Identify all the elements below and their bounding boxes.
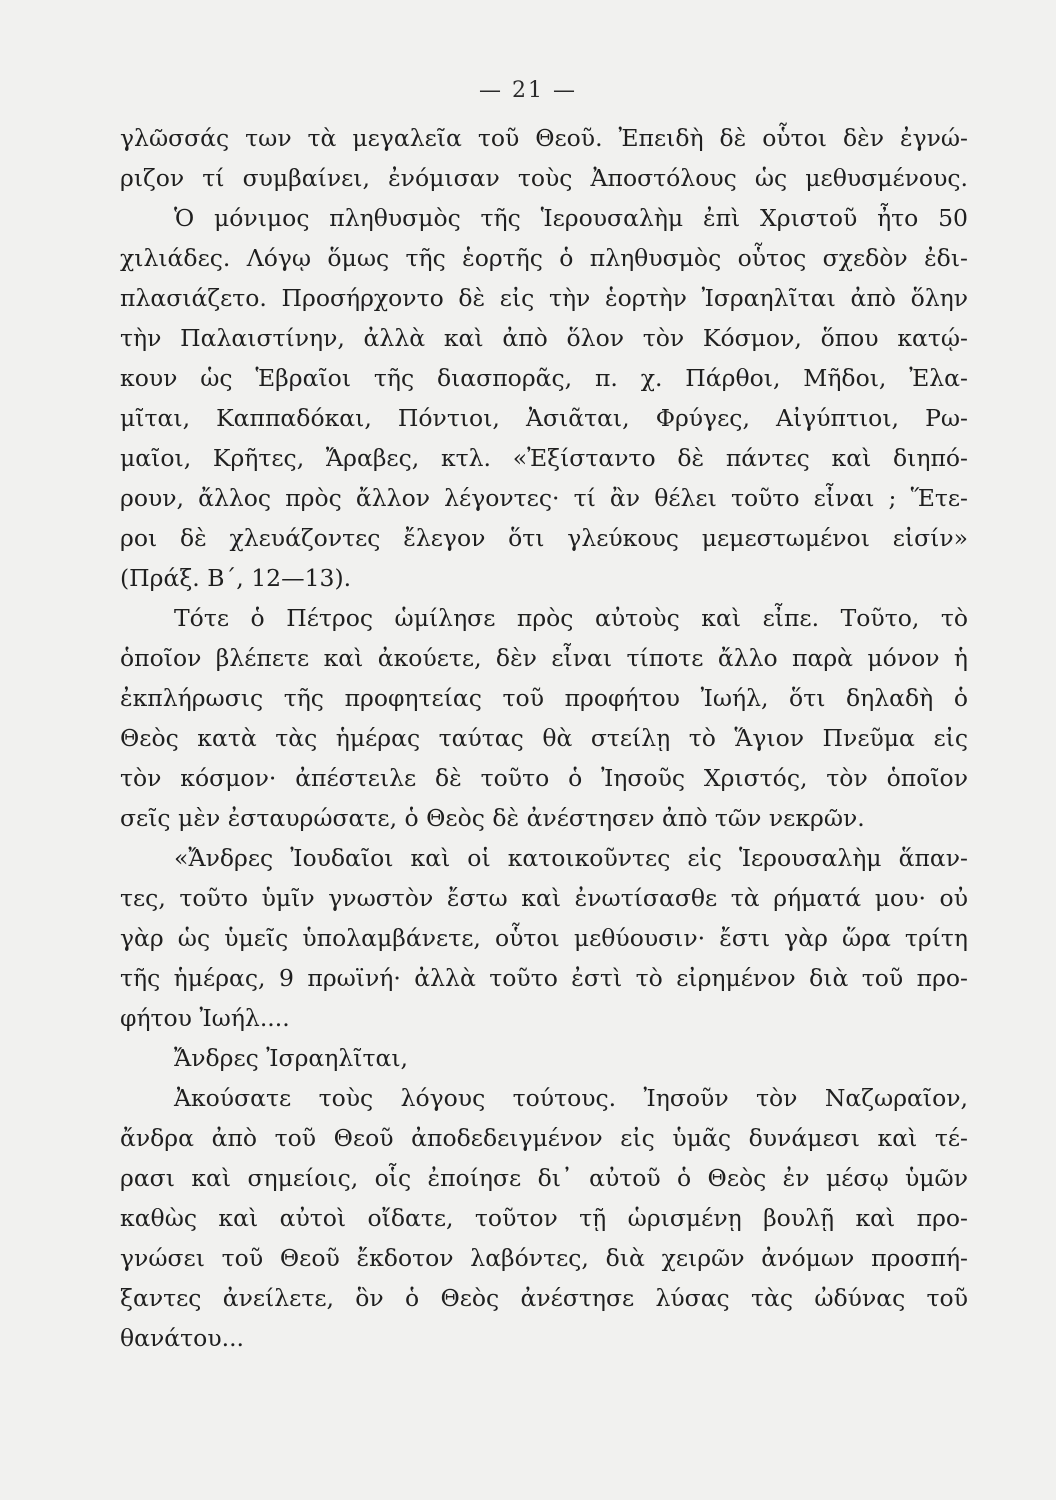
text-line-24: Ἄνδρες Ἰσραηλῖται, <box>174 1044 409 1072</box>
text-line-18: σεῖς μὲν ἐσταυρώσατε, ὁ Θεὸς δὲ ἀνέστησεν ἀπὸ τῶν νεκρῶν. <box>120 804 865 832</box>
text-line-17: τὸν κόσμον· ἀπέστειλε δὲ τοῦτο ὁ Ἰησοῦς Χριστός, τὸν ὁποῖον <box>120 764 968 792</box>
text-line-26: ἄνδρα ἀπὸ τοῦ Θεοῦ ἀποδεδειγμένον εἰς ὑμᾶς δυνάμεσι καὶ τέ- <box>120 1124 968 1152</box>
text-line-31: θανάτου... <box>120 1324 245 1352</box>
text-line-8: μῖται, Καππαδόκαι, Πόντιοι, Ἀσιᾶται, Φρύγες, Αἰγύπτιοι, Ρω- <box>120 404 968 432</box>
text-line-22: τῆς ἡμέρας, 9 πρωϊνή· ἀλλὰ τοῦτο ἐστὶ τὸ εἰρημένον διὰ τοῦ προ- <box>120 964 968 992</box>
text-line-7: κουν ὡς Ἑβραῖοι τῆς διασπορᾶς, π. χ. Πάρθοι, Μῆδοι, Ἐλα- <box>120 364 968 392</box>
text-line-19: «Ἄνδρες Ἰουδαῖοι καὶ οἱ κατοικοῦντες εἰς Ἱερουσαλὴμ ἅπαν- <box>174 844 968 872</box>
text-line-28: καθὼς καὶ αὐτοὶ οἴδατε, τοῦτον τῇ ὡρισμένῃ βουλῇ καὶ προ- <box>120 1204 968 1232</box>
page-number: — 21 — <box>479 78 577 103</box>
text-line-27: ρασι καὶ σημείοις, οἷς ἐποίησε δι᾿ αὐτοῦ ὁ Θεὸς ἐν μέσῳ ὑμῶν <box>120 1164 968 1192</box>
text-line-30: ξαντες ἀνείλετε, ὃν ὁ Θεὸς ἀνέστησε λύσας τὰς ὠδύνας τοῦ <box>120 1284 968 1312</box>
text-line-6: τὴν Παλαιστίνην, ἀλλὰ καὶ ἀπὸ ὅλον τὸν Κόσμον, ὅπου κατῴ- <box>120 324 968 352</box>
text-line-10: ρουν, ἄλλος πρὸς ἄλλον λέγοντες· τί ἂν θέλει τοῦτο εἶναι ; Ἕτε- <box>120 484 968 512</box>
text-line-5: πλασιάζετο. Προσήρχοντο δὲ εἰς τὴν ἑορτὴν Ἰσραηλῖται ἀπὸ ὅλην <box>120 284 968 312</box>
text-line-20: τες, τοῦτο ὑμῖν γνωστὸν ἔστω καὶ ἐνωτίσασθε τὰ ρήματά μου· οὐ <box>120 884 968 912</box>
text-line-9: μαῖοι, Κρῆτες, Ἄραβες, κτλ. «Ἐξίσταντο δὲ πάντες καὶ διηπό- <box>120 444 968 472</box>
text-line-4: χιλιάδες. Λόγῳ ὅμως τῆς ἑορτῆς ὁ πληθυσμὸς οὗτος σχεδὸν ἐδι- <box>120 244 968 272</box>
body-text <box>120 118 968 1358</box>
text-line-13: Τότε ὁ Πέτρος ὡμίλησε πρὸς αὐτοὺς καὶ εἶπε. Τοῦτο, τὸ <box>174 604 968 632</box>
text-line-25: Ἀκούσατε τοὺς λόγους τούτους. Ἰησοῦν τὸν Ναζωραῖον, <box>174 1084 968 1112</box>
text-line-15: ἐκπλήρωσις τῆς προφητείας τοῦ προφήτου Ἰωήλ, ὅτι δηλαδὴ ὁ <box>120 684 968 712</box>
text-line-29: γνώσει τοῦ Θεοῦ ἔκδοτον λαβόντες, διὰ χειρῶν ἀνόμων προσπή- <box>120 1244 968 1272</box>
text-line-21: γὰρ ὡς ὑμεῖς ὑπολαμβάνετε, οὗτοι μεθύουσιν· ἔστι γὰρ ὥρα τρίτη <box>120 924 968 952</box>
text-line-2: ριζον τί συμβαίνει, ἐνόμισαν τοὺς Ἀποστόλους ὡς μεθυσμένους. <box>120 164 968 192</box>
text-line-12: (Πράξ. Β΄, 12—13). <box>120 564 352 592</box>
text-line-16: Θεὸς κατὰ τὰς ἡμέρας ταύτας θὰ στείλῃ τὸ Ἅγιον Πνεῦμα εἰς <box>120 724 968 752</box>
text-line-11: ροι δὲ χλευάζοντες ἔλεγον ὅτι γλεύκους μεμεστωμένοι εἰσίν» <box>120 524 968 552</box>
text-line-14: ὁποῖον βλέπετε καὶ ἀκούετε, δὲν εἶναι τίποτε ἄλλο παρὰ μόνον ἡ <box>120 644 968 672</box>
text-line-23: φήτου Ἰωήλ.... <box>120 1004 290 1032</box>
text-line-3: Ὁ μόνιμος πληθυσμὸς τῆς Ἱερουσαλὴμ ἐπὶ Χριστοῦ ἦτο 50 <box>174 204 968 232</box>
text-line-1: γλῶσσάς των τὰ μεγαλεῖα τοῦ Θεοῦ. Ἐπειδὴ δὲ οὗτοι δὲν ἐγνώ- <box>120 124 968 152</box>
